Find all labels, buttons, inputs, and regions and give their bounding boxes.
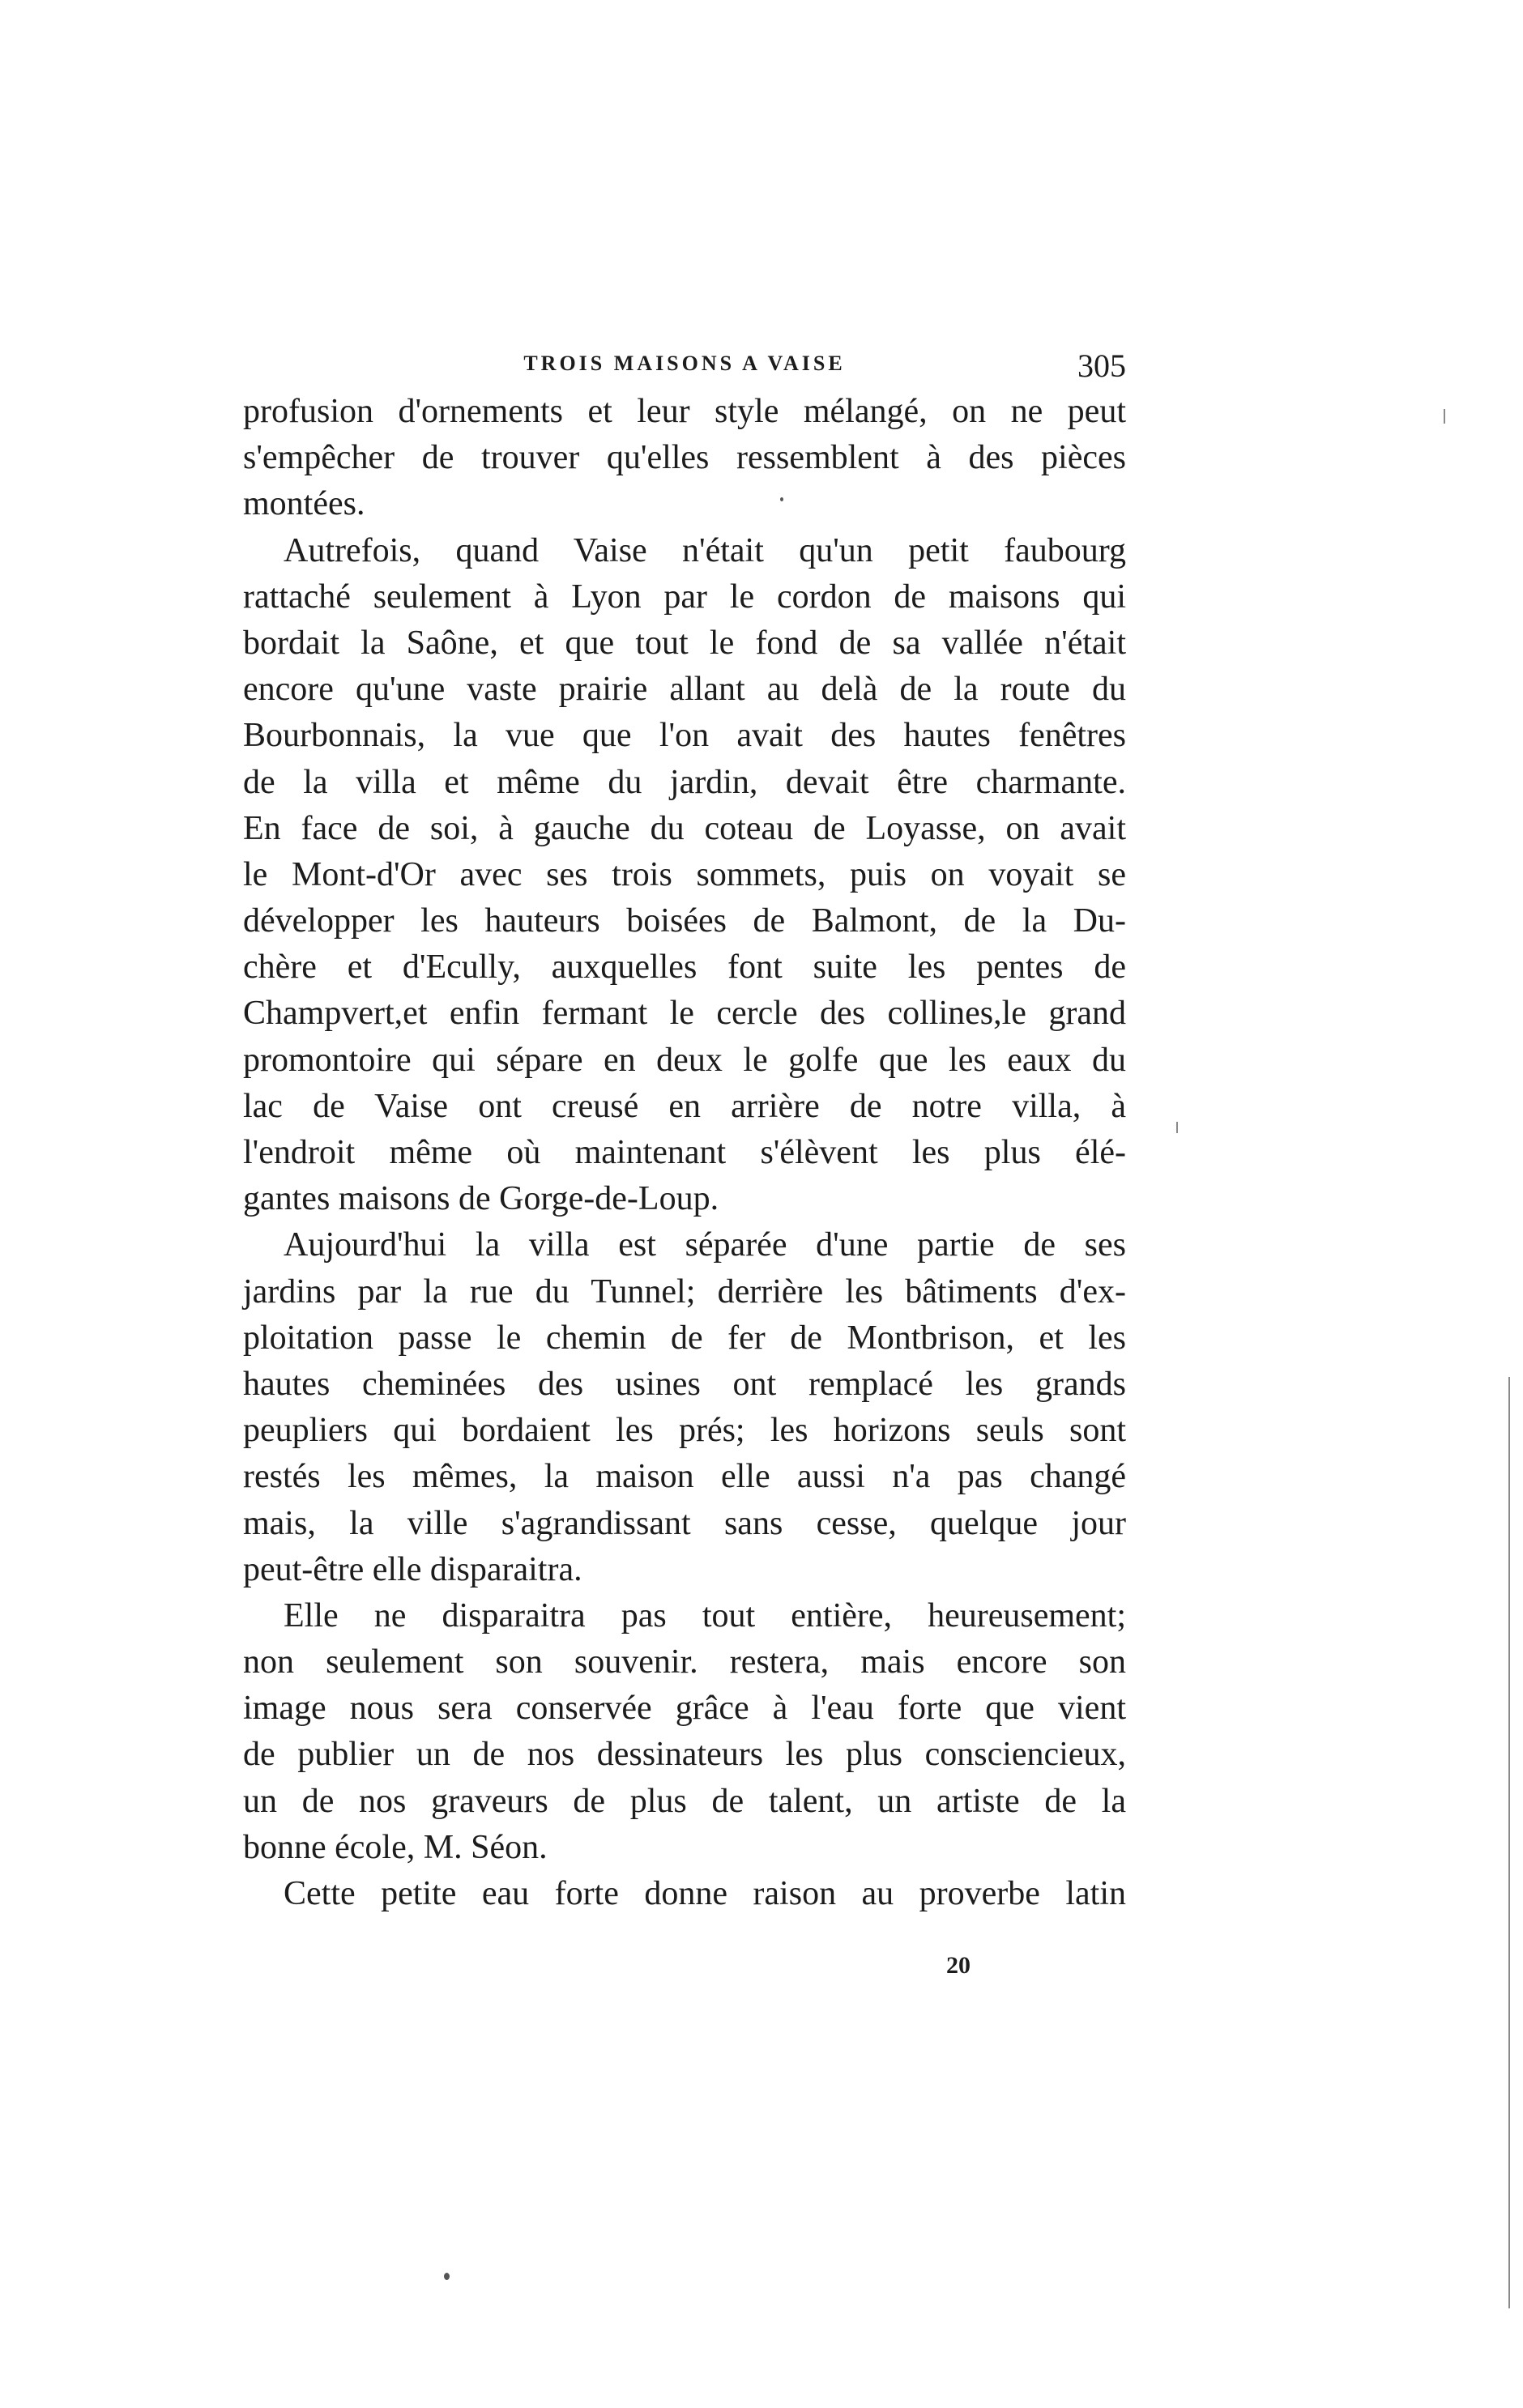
text-line: Autrefois, quand Vaise n'était qu'un petit faubourg	[284, 531, 1126, 569]
ink-speck	[444, 2273, 450, 2280]
text-line: ploitation passe le chemin de fer de Montbrison, et les	[243, 1319, 1126, 1357]
text-line: image nous sera conservée grâce à l'eau forte que vient	[243, 1690, 1126, 1728]
text-line: développer les hauteurs boisées de Balmont, de la Du-	[243, 902, 1126, 940]
running-head	[243, 347, 1126, 387]
text-line: l'endroit même où maintenant s'élèvent les plus élé-	[243, 1134, 1126, 1171]
text-line: hautes cheminées des usines ont remplacé les grands	[243, 1365, 1126, 1403]
text-line: le Mont-d'Or avec ses trois sommets, puis on voyait se	[243, 855, 1126, 893]
body-text	[243, 389, 1126, 1917]
text-line: peupliers qui bordaient les prés; les horizons seuls sont	[243, 1412, 1126, 1450]
ink-speck	[780, 497, 783, 501]
text-line: Champvert,et enfin fermant le cercle des collines,le grand	[243, 995, 1126, 1033]
text-line: de la villa et même du jardin, devait être charmante.	[243, 763, 1126, 801]
text-line: chère et d'Ecully, auxquelles font suite les pentes de	[243, 948, 1126, 987]
scan-edge-mark	[1444, 409, 1445, 424]
scan-edge-mark	[1508, 1377, 1510, 2308]
text-line: gantes maisons de Gorge-de-Loup.	[243, 1180, 719, 1218]
text-line: jardins par la rue du Tunnel; derrière les bâtiments d'ex-	[243, 1272, 1126, 1311]
text-line: lac de Vaise ont creusé en arrière de notre villa, à	[243, 1087, 1126, 1125]
signature-mark: 20	[946, 1952, 971, 1979]
text-line: restés les mêmes, la maison elle aussi n'a pas changé	[243, 1458, 1126, 1496]
page-number: 305	[1077, 347, 1126, 384]
text-line: Bourbonnais, la vue que l'on avait des hautes fenêtres	[243, 717, 1126, 755]
text-line: s'empêcher de trouver qu'elles ressemblent à des pièces	[243, 439, 1126, 477]
text-line: rattaché seulement à Lyon par le cordon de maisons qui	[243, 577, 1126, 616]
text-line: Cette petite eau forte donne raison au proverbe latin	[284, 1875, 1126, 1912]
text-line: Aujourd'hui la villa est séparée d'une partie de ses	[284, 1226, 1126, 1264]
text-line: promontoire qui sépare en deux le golfe que les eaux du	[243, 1041, 1126, 1079]
text-line: de publier un de nos dessinateurs les plus consciencieux,	[243, 1736, 1126, 1774]
text-line: un de nos graveurs de plus de talent, un artiste de la	[243, 1782, 1126, 1820]
running-title: TROIS MAISONS A VAISE	[523, 352, 846, 375]
text-line: bonne école, M. Séon.	[243, 1828, 548, 1866]
text-line: bordait la Saône, et que tout le fond de sa vallée n'était	[243, 624, 1126, 662]
text-line: non seulement son souvenir. restera, mais encore son	[243, 1643, 1126, 1681]
text-line: mais, la ville s'agrandissant sans cesse, quelque jour	[243, 1504, 1126, 1542]
text-line: Elle ne disparaitra pas tout entière, heureusement;	[284, 1596, 1126, 1634]
text-line: encore qu'une vaste prairie allant au delà de la route du	[243, 671, 1126, 709]
text-line: profusion d'ornements et leur style mélangé, on ne peut	[243, 393, 1126, 430]
text-line: montées.	[243, 485, 365, 523]
text-line: peut-être elle disparaitra.	[243, 1550, 582, 1588]
scan-edge-mark	[1176, 1122, 1178, 1133]
text-line: En face de soi, à gauche du coteau de Loyasse, on avait	[243, 809, 1126, 847]
